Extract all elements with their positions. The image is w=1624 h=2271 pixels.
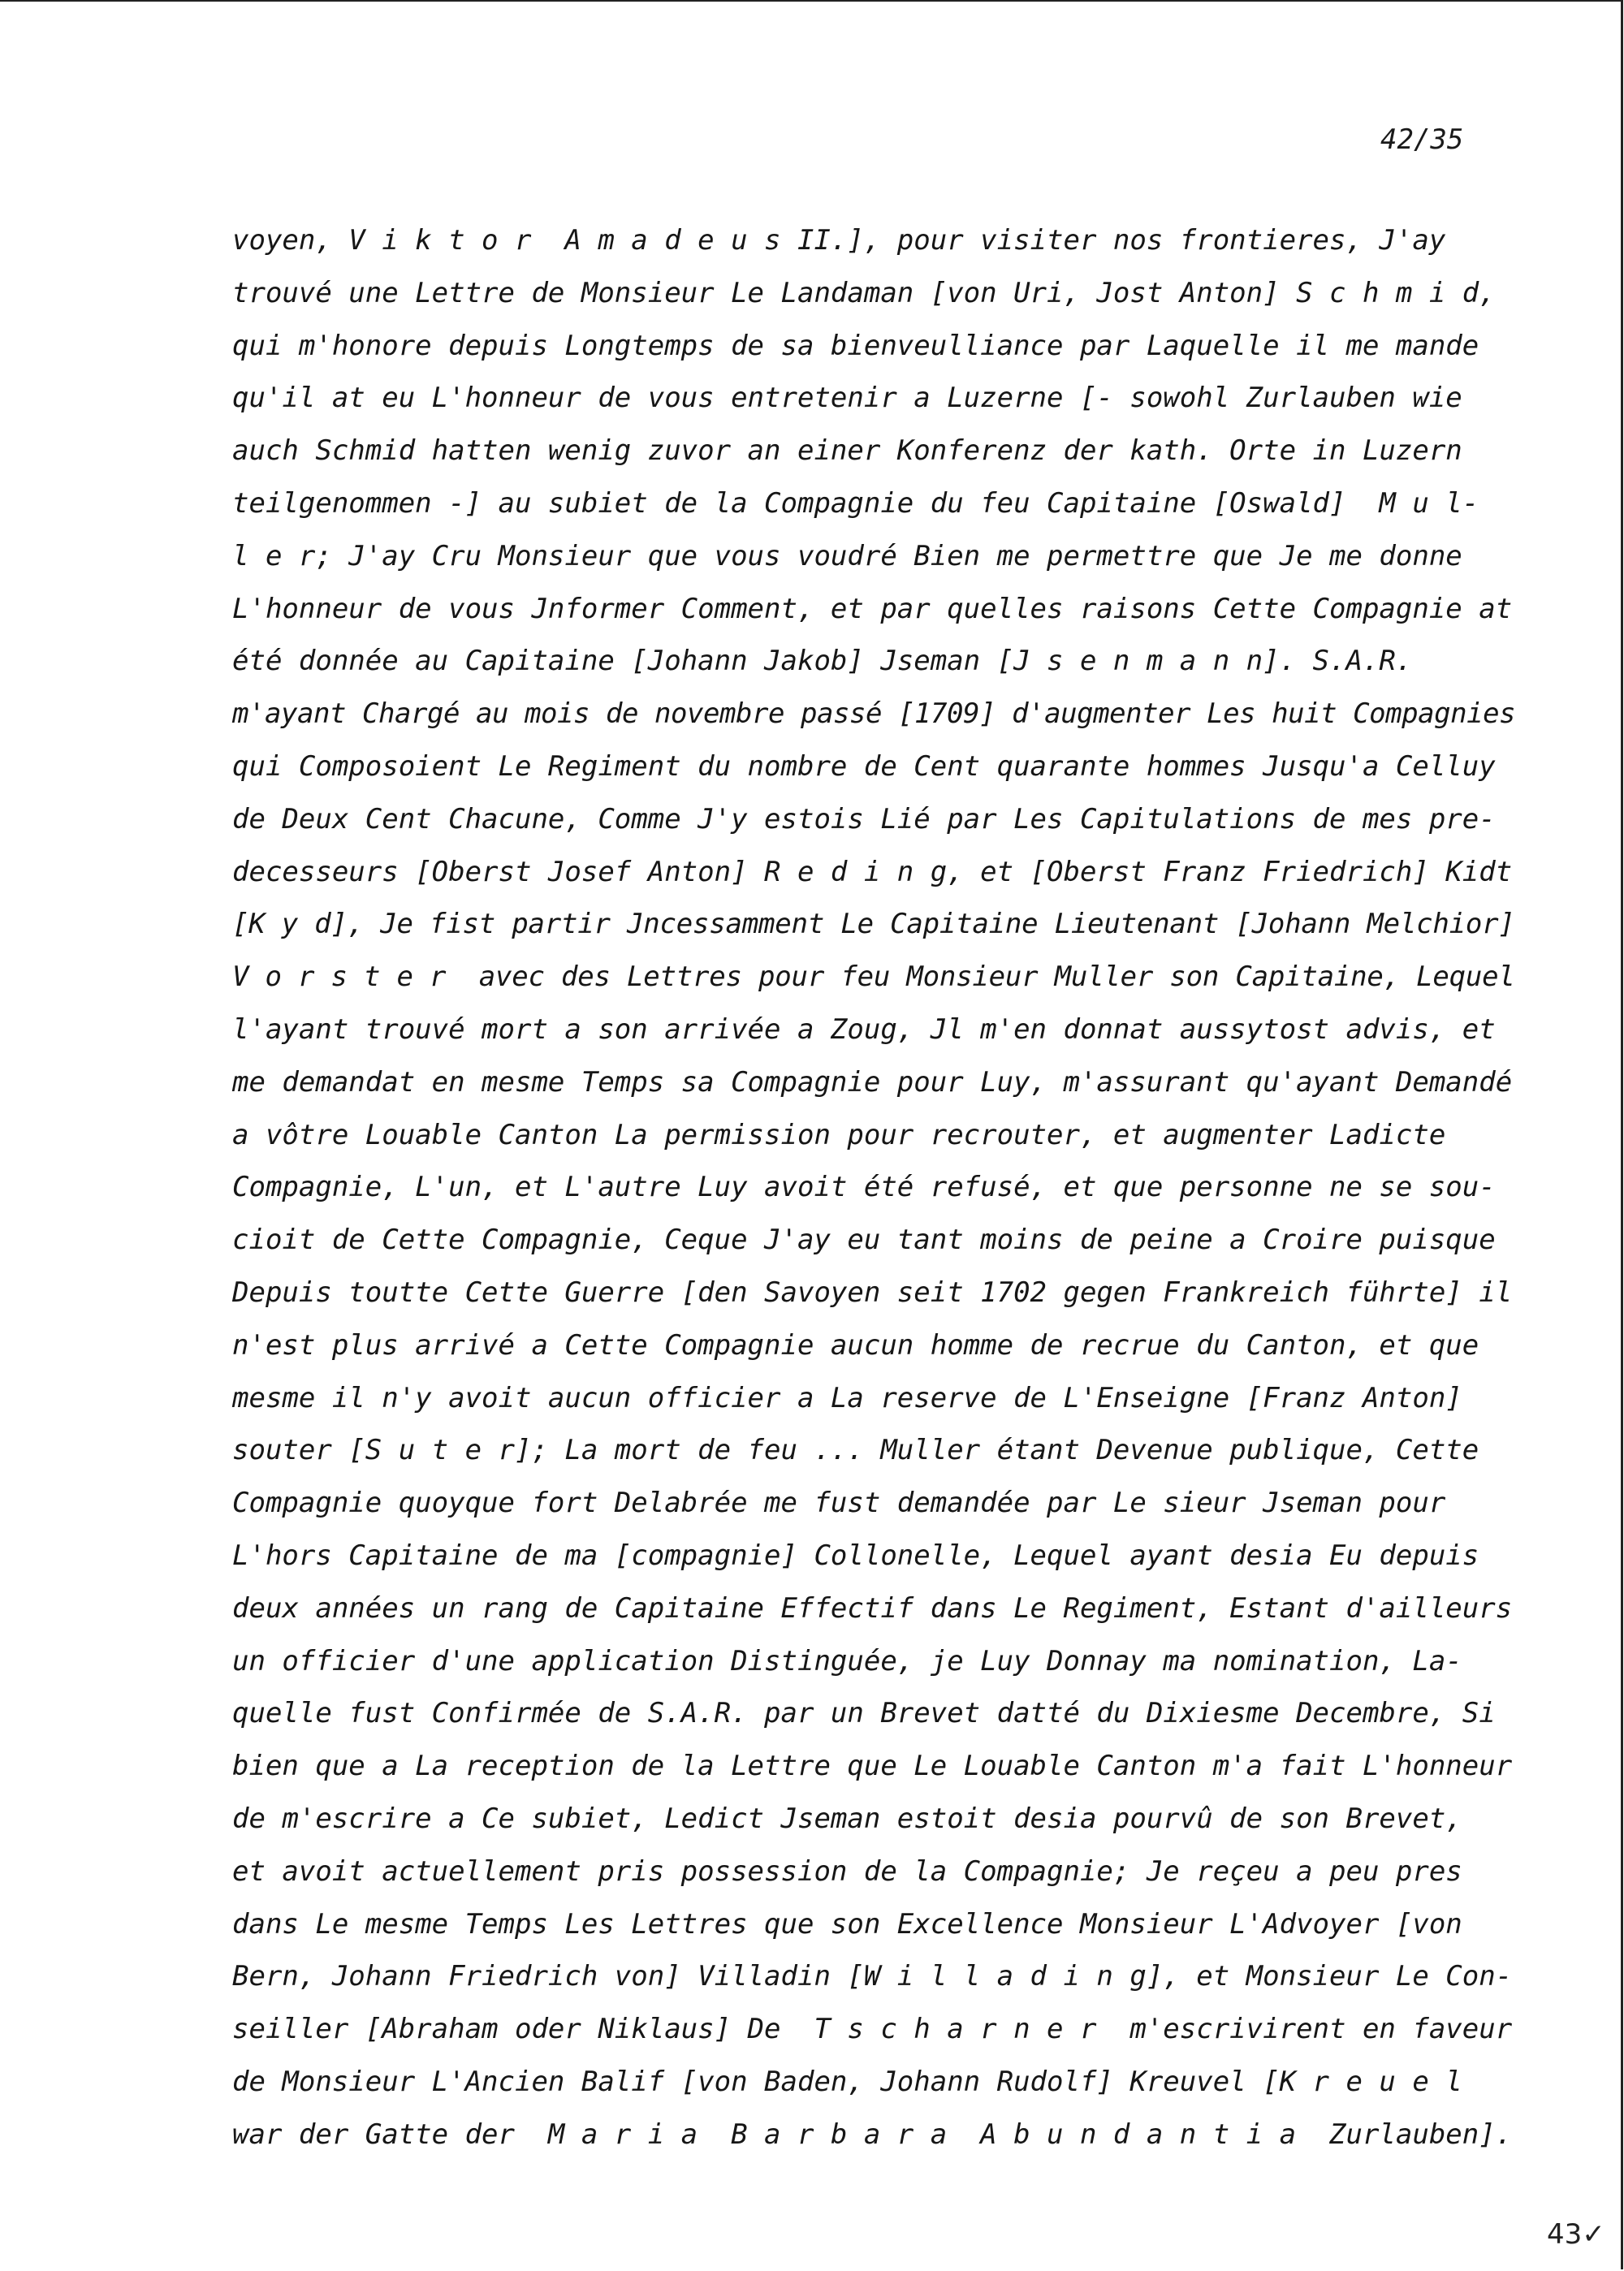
text-line: trouvé une Lettre de Monsieur Le Landaman [von Uri, Jost Anton] S c h m i d, [232, 276, 1496, 309]
handwritten-page-mark: 43✓ [1547, 2218, 1605, 2251]
text-line: teilgenommen -] au subiet de la Compagnie du feu Capitaine [Oswald] M u l- [232, 486, 1479, 520]
text-line: voyen, V i k t o r A m a d e u s II.], pour visiter nos frontieres, J'ay [232, 224, 1446, 257]
text-line: souter [S u t e r]; La mort de feu ... Muller étant Devenue publique, Cette [232, 1434, 1479, 1467]
text-line: war der Gatte der M a r i a B a r b a r a A b u n d a n t i a Zurlauben]. [232, 2118, 1513, 2151]
text-line: l e r; J'ay Cru Monsieur que vous voudré Bien me permettre que Je me donne [232, 539, 1462, 572]
text-line: l'ayant trouvé mort a son arrivée a Zoug, Jl m'en donnat aussytost advis, et [232, 1012, 1496, 1046]
text-line: a vôtre Louable Canton La permission pour recrouter, et augmenter Ladicte [232, 1118, 1446, 1151]
text-line: de Monsieur L'Ancien Balif [von Baden, Johann Rudolf] Kreuvel [K r e u e l [232, 2065, 1462, 2098]
text-line: decesseurs [Oberst Josef Anton] R e d i n g, et [Oberst Franz Friedrich] Kidt [232, 855, 1513, 888]
text-line: quelle fust Confirmée de S.A.R. par un Brevet datté du Dixiesme Decembre, Si [232, 1697, 1496, 1730]
text-line: m'ayant Chargé au mois de novembre passé [1709] d'augmenter Les huit Compagnies [232, 697, 1516, 731]
text-line: cioit de Cette Compagnie, Ceque J'ay eu tant moins de peine a Croire puisque [232, 1224, 1496, 1257]
text-line: mesme il n'y avoit aucun officier a La reserve de L'Enseigne [Franz Anton] [232, 1381, 1462, 1414]
text-line: de m'escrire a Ce subiet, Ledict Jseman estoit desia pourvû de son Brevet, [232, 1802, 1462, 1835]
document-body [232, 214, 1516, 2161]
text-line: qui m'honore depuis Longtemps de sa bienveulliance par Laquelle il me mande [232, 329, 1479, 362]
text-line: V o r s t e r avec des Lettres pour feu Monsieur Muller son Capitaine, Lequel [232, 961, 1515, 994]
text-line: été donnée au Capitaine [Johann Jakob] Jseman [J s e n m a n n]. S.A.R. [232, 645, 1413, 678]
text-line: Compagnie, L'un, et L'autre Luy avoit été refusé, et que personne ne se sou- [232, 1171, 1496, 1204]
text-line: dans Le mesme Temps Les Lettres que son Excellence Monsieur L'Advoyer [von [232, 1907, 1462, 1941]
text-line: deux années un rang de Capitaine Effectif dans Le Regiment, Estant d'ailleurs [232, 1591, 1513, 1625]
text-line: seiller [Abraham oder Niklaus] De T s c h a r n e r m'escrivirent en faveur [232, 2013, 1513, 2046]
text-line: Compagnie quoyque fort Delabrée me fust demandée par Le sieur Jseman pour [232, 1487, 1446, 1520]
text-line: et avoit actuellement pris possession de la Compagnie; Je reçeu a peu pres [232, 1854, 1462, 1888]
text-line: n'est plus arrivé a Cette Compagnie aucun homme de recrue du Canton, et que [232, 1328, 1479, 1362]
text-line: me demandat en mesme Temps sa Compagnie pour Luy, m'assurant qu'ayant Demandé [232, 1065, 1513, 1099]
text-line: Bern, Johann Friedrich von] Villadin [W i l l a d i n g], et Monsieur Le Con- [232, 1960, 1513, 1993]
text-line: L'hors Capitaine de ma [compagnie] Collonelle, Lequel ayant desia Eu depuis [232, 1539, 1479, 1572]
text-line: L'honneur de vous Jnformer Comment, et par quelles raisons Cette Compagnie at [232, 592, 1513, 625]
text-line: qu'il at eu L'honneur de vous entretenir a Luzerne [- sowohl Zurlauben wie [232, 382, 1462, 415]
text-line: bien que a La reception de la Lettre que Le Louable Canton m'a fait L'honneur [232, 1750, 1513, 1783]
text-line: qui Composoient Le Regiment du nombre de Cent quarante hommes Jusqu'a Celluy [232, 749, 1496, 783]
text-line: un officier d'une application Distinguée, je Luy Donnay ma nomination, La- [232, 1644, 1462, 1677]
text-line: auch Schmid hatten wenig zuvor an einer Konferenz der kath. Orte in Luzern [232, 434, 1462, 468]
text-line: Depuis toutte Cette Guerre [den Savoyen seit 1702 gegen Frankreich führte] il [232, 1276, 1513, 1309]
text-line: de Deux Cent Chacune, Comme J'y estois Lié par Les Capitulations de mes pre- [232, 802, 1496, 835]
text-line: [K y d], Je fist partir Jncessamment Le Capitaine Lieutenant [Johann Melchior] [232, 908, 1515, 941]
page-number: 42/35 [1380, 123, 1464, 156]
